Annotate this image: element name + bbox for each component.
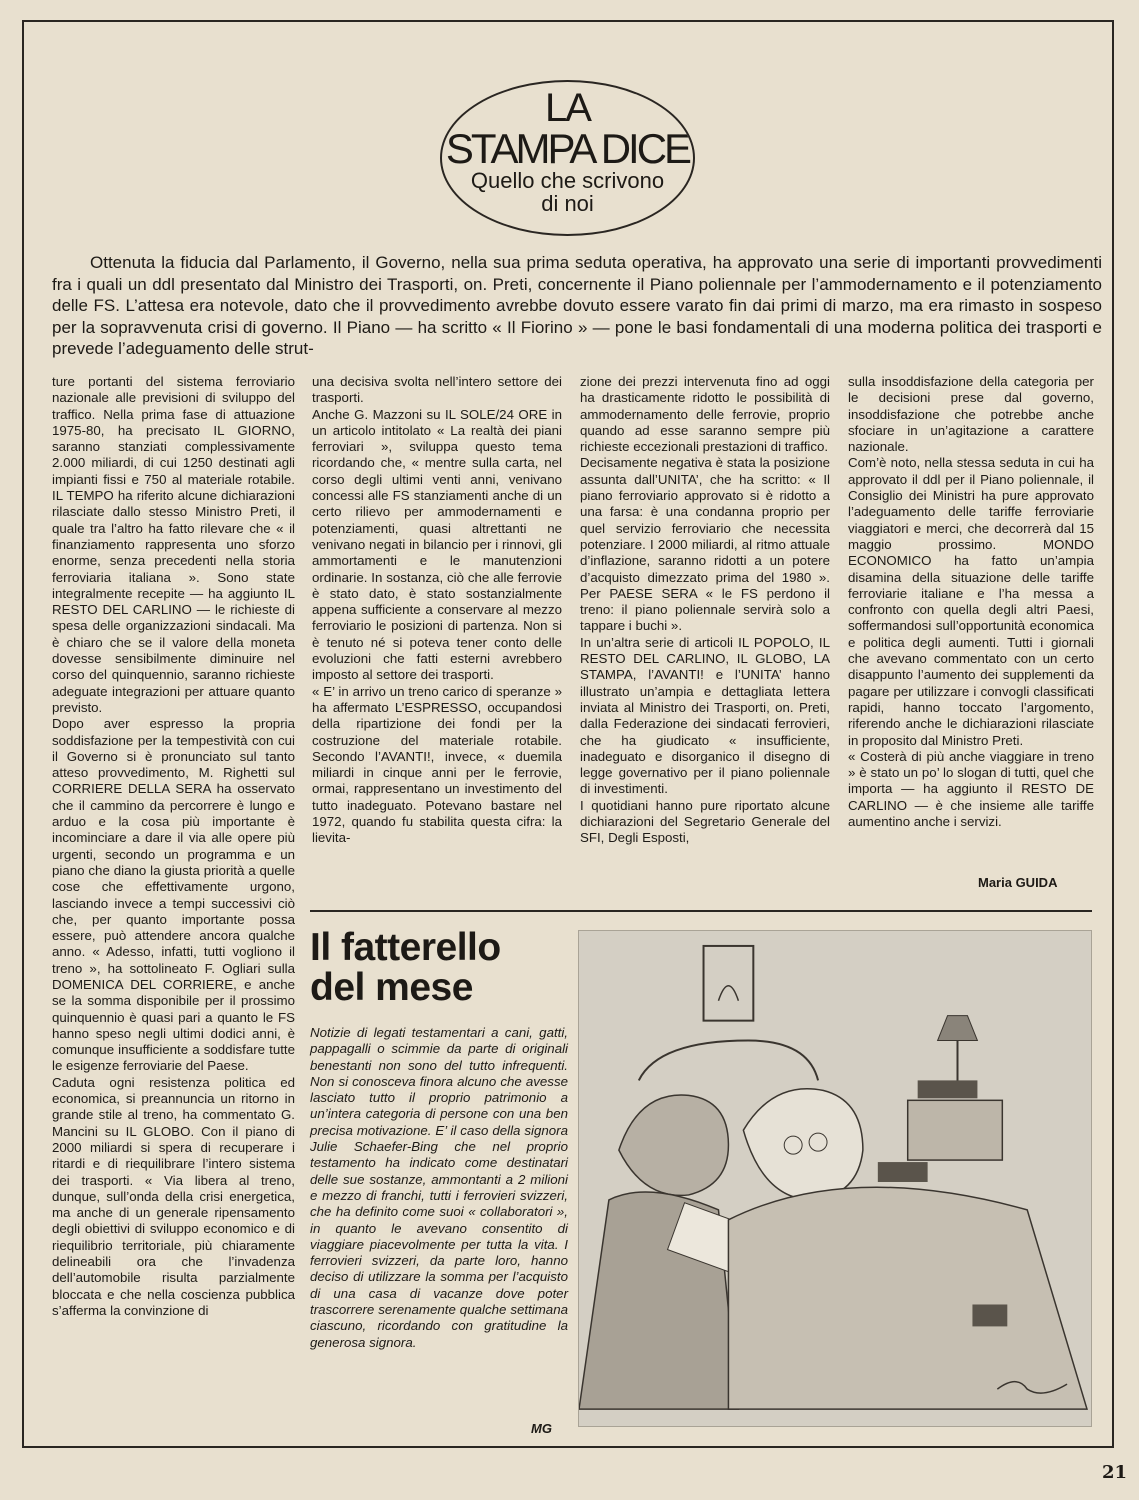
article-column-2 xyxy=(312,374,562,894)
paragraph: Com’è noto, nella stessa seduta in cui ha approvato il ddl per il Piano poliennale, il Consiglio dei Ministri ha pure approvato l’adeguamento delle tariffe ferroviarie viaggiatori e merci, che decorrerà dal 15 maggio prossimo. MONDO ECONOMICO ha fatto un’ampia disamina della situazione delle tariffe ferroviarie italiane e l’ha messa a confronto con quella degli altri Paesi, soffermandosi sull’opportunità economica e politica degli aumenti. Tutti i giornali che avevano commentato con un certo disappunto l’aumento dei supplementi da pagare per utilizzare i convogli classificati rapidi, hanno toccato l’argomento, riferendo anche le dichiarazioni rilasciate in proposito dal Ministro Preti. xyxy=(848,455,1094,748)
paragraph: In un’altra serie di articoli IL POPOLO, IL RESTO DEL CARLINO, IL GLOBO, LA STAMPA, l’AVANTI! e l’UNITA’ hanno illustrato un’ampia e dettagliata lettera inviata al Ministro dei Trasporti, on. Preti, dalla Federazione dei sindacati ferrovieri, che ha giudicato « insufficiente, inadeguato e disorganico il disegno di legge governativo per il piano poliennale di investimenti. xyxy=(580,634,830,797)
paragraph: Dopo aver espresso la propria soddisfazione per la tempestività con cui il Governo si è pronunciato sul tanto atteso provvedimento, M. Righetti sul CORRIERE DELLA SERA ha osservato che il cammino da percorrere è lungo e arduo e la cosa più importante è incominciare a dare il via alle opere più urgenti, secondo un programma e un piano che diano la giusta priorità a quelle cose che effettivamente urgono, lasciando invece a tempi successivi ciò che, per quanto importante possa essere, può attendere ancora qualche anno. « Adesso, infatti, tutti vogliono il treno », ha sottolineato F. Ogliari sulla DOMENICA DEL CORRIERE, e anche se la somma disponibile per il prossimo quinquennio è quasi pari a quanto le FS hanno speso negli ultimi dodici anni, è comunque insufficiente a soddisfare tutte le esigenze ferroviarie del Paese. xyxy=(52,716,295,1074)
box-title xyxy=(310,928,570,1008)
article-column-3 xyxy=(580,374,830,894)
paragraph: « E’ in arrivo un treno carico di speranze » ha affermato L’ESPRESSO, occupandosi della ripartizione dei fondi per la costruzione del materiale rotabile. Secondo l’AVANTI!, invece, « duemila miliardi in cinque anni per le ferrovie, ormai, rappresentano un investimento del tutto inadeguato. Potevano bastare nel 1972, quando fu stabilita questa cifra: la lievita- xyxy=(312,683,562,846)
paragraph: I quotidiani hanno pure riportato alcune dichiarazioni del Segretario Generale del SFI, Degli Esposti, xyxy=(580,797,830,846)
article-column-1 xyxy=(52,374,295,1434)
intro-paragraph: Ottenuta la fiducia dal Parlamento, il Governo, nella sua prima seduta operativa, ha approvato una serie di importanti provvedimenti fra i quali un ddl presentato dal Ministro dei Trasporti, on. Preti, concernente il Piano poliennale per l’ammodernamento e il potenziamento delle FS. L’attesa era notevole, dato che il provvedimento avrebbe dovuto essere varato fin dai primi di marzo, ma era rimasto in sospeso per la sopravvenuta crisi di governo. Il Piano — ha scritto « Il Fiorino » — pone le basi fondamentali di una moderna politica dei trasporti e prevede l’adeguamento delle strut- xyxy=(52,253,1102,358)
paragraph: ture portanti del sistema ferroviario nazionale alle previsioni di sviluppo del traffico. Nella prima fase di attuazione 1975-80, ha precisato IL GIORNO, saranno stanziati complessivamente 2.000 miliardi, di cui 1250 destinati agli impianti fissi e 750 al materiale rotabile. IL TEMPO ha riferito alcune dichiarazioni rilasciate dallo stesso Ministro Preti, il quale tra l’altro ha fatto rilevare che « il finanziamento rappresenta uno sforzo enorme, senza precedenti nella storia ferroviaria italiana ». Sono state integralmente recepite — ha aggiunto IL RESTO DEL CARLINO — le richieste di spesa delle organizzazioni sindacali. Ma è chiaro che se il valore della moneta dovesse sensibilmente diminuire nel corso del quinquennio, saranno richieste adeguate integrazioni per attuare quanto previsto. xyxy=(52,374,295,715)
box-signature: MG xyxy=(531,1421,552,1436)
logo-line1: LA xyxy=(545,86,590,130)
paragraph: Anche G. Mazzoni su IL SOLE/24 ORE in un articolo intitolato « La realtà dei piani ferroviari », sviluppa questo tema ricordando che, « mentre sulla carta, nel corso degli ultimi venti anni, venivano concessi alle FS stanziamenti anche di un certo rilievo per ammodernamenti e potenziamenti, quasi altrettanti ne venivano negati in bilancio per i rinnovi, gli ammortamenti e le manutenzioni ordinarie. In sostanza, ciò che alle ferrovie è stato dato, è stato sostanzialmente appena sufficiente a conservare al mezzo ferroviario le posizioni di partenza. Non si è tenuto né si poteva tener conto delle evoluzioni che fatti esterni avrebbero imposto al settore dei trasporti. xyxy=(312,406,562,683)
paragraph: zione dei prezzi intervenuta fino ad oggi ha drasticamente ridotto le possibilità di ammodernamento delle ferrovie, proprio quando ad esse saranno sempre più richieste eccezionali prestazioni di traffico. xyxy=(580,374,830,455)
paragraph: una decisiva svolta nell’intero settore dei trasporti. xyxy=(312,374,562,406)
section-logo xyxy=(440,80,695,236)
cartoon-illustration xyxy=(578,930,1092,1427)
page-number: 21 xyxy=(1102,1462,1128,1483)
paragraph: Decisamente negativa è stata la posizione assunta dall’UNITA’, che ha scritto: « Il piano ferroviario approvato si è ridotto a una farsa: è una condanna proprio per quel servizio ferroviario che necessita potenziare. I 2000 miliardi, al ritmo attuale d’inflazione, saranno ridotti a un potere d’acquisto dimezzato prima del 1980 ». Per PAESE SERA « le FS perdono il treno: il piano poliennale servirà solo a tappare i buchi ». xyxy=(580,455,830,634)
logo-line2: STAMPA DICE xyxy=(445,125,690,172)
cartoon-drawing xyxy=(579,931,1091,1426)
box-text: Notizie di legati testamentari a cani, gatti, pappagalli o scimmie da parte di originali benestanti non sono del tutto infrequenti. Non si conosceva finora alcuno che avesse lasciato tutto il proprio patrimonio a un’intera categoria di persone con una ben precisa motivazione. E’ il caso della signora Julie Schaefer-Bing che nel proprio testamento ha indicato come destinatari delle sue sostanze, ammontanti a 2 milioni e mezzo di franchi, tutti i ferrovieri svizzeri, che ha definito come suoi « collaboratori », in quanto le avevano consentito di viaggiare piacevolmente per tutta la vita. I ferrovieri svizzeri, da parte loro, hanno deciso di utilizzare la somma per l’acquisto di una casa di vacanze dove poter trascorrere serenamente qualche settimana ciascuno, ricordando con gratitudine la generosa signora. xyxy=(310,1025,568,1350)
box-title-line1: Il fatterello xyxy=(310,926,501,969)
paragraph: sulla insoddisfazione della categoria per le decisioni prese dal governo, insoddisfazione che potrebbe anche sfociare in un’agitazione a carattere nazionale. xyxy=(848,374,1094,455)
logo-subtitle-line2: di noi xyxy=(541,191,594,216)
paragraph: « Costerà di più anche viaggiare in treno » è stato un po’ lo slogan di tutti, quel che importa — ha aggiunto il RESTO DE CARLINO — è che insieme alle tariffe aumentino anche i servizi. xyxy=(848,748,1094,830)
box-title-line2: del mese xyxy=(310,966,473,1009)
box-top-rule xyxy=(310,910,1092,912)
article-signature: Maria GUIDA xyxy=(978,875,1058,890)
logo-subtitle-line1: Quello che scrivono xyxy=(470,168,665,193)
paragraph: Caduta ogni resistenza politica ed economica, si preannuncia un ritorno in grande stile al treno, ha commentato G. Mancini su IL GLOBO. Con il piano di 2000 miliardi si spera di recuperare i ritardi e di riequilibrare l’intero sistema dei trasporti. « Via libera al treno, dunque, sull’onda della crisi energetica, ma anche di un generale ripensamento degli obiettivi di sviluppo economico e di riequilibrio territoriale, più chiaramente delineabili ora che l’invadenza dell’automobile risulta parzialmente bloccata e che nella coscienza pubblica s’afferma la convinzione di xyxy=(52,1074,295,1318)
article-column-4 xyxy=(848,374,1094,872)
